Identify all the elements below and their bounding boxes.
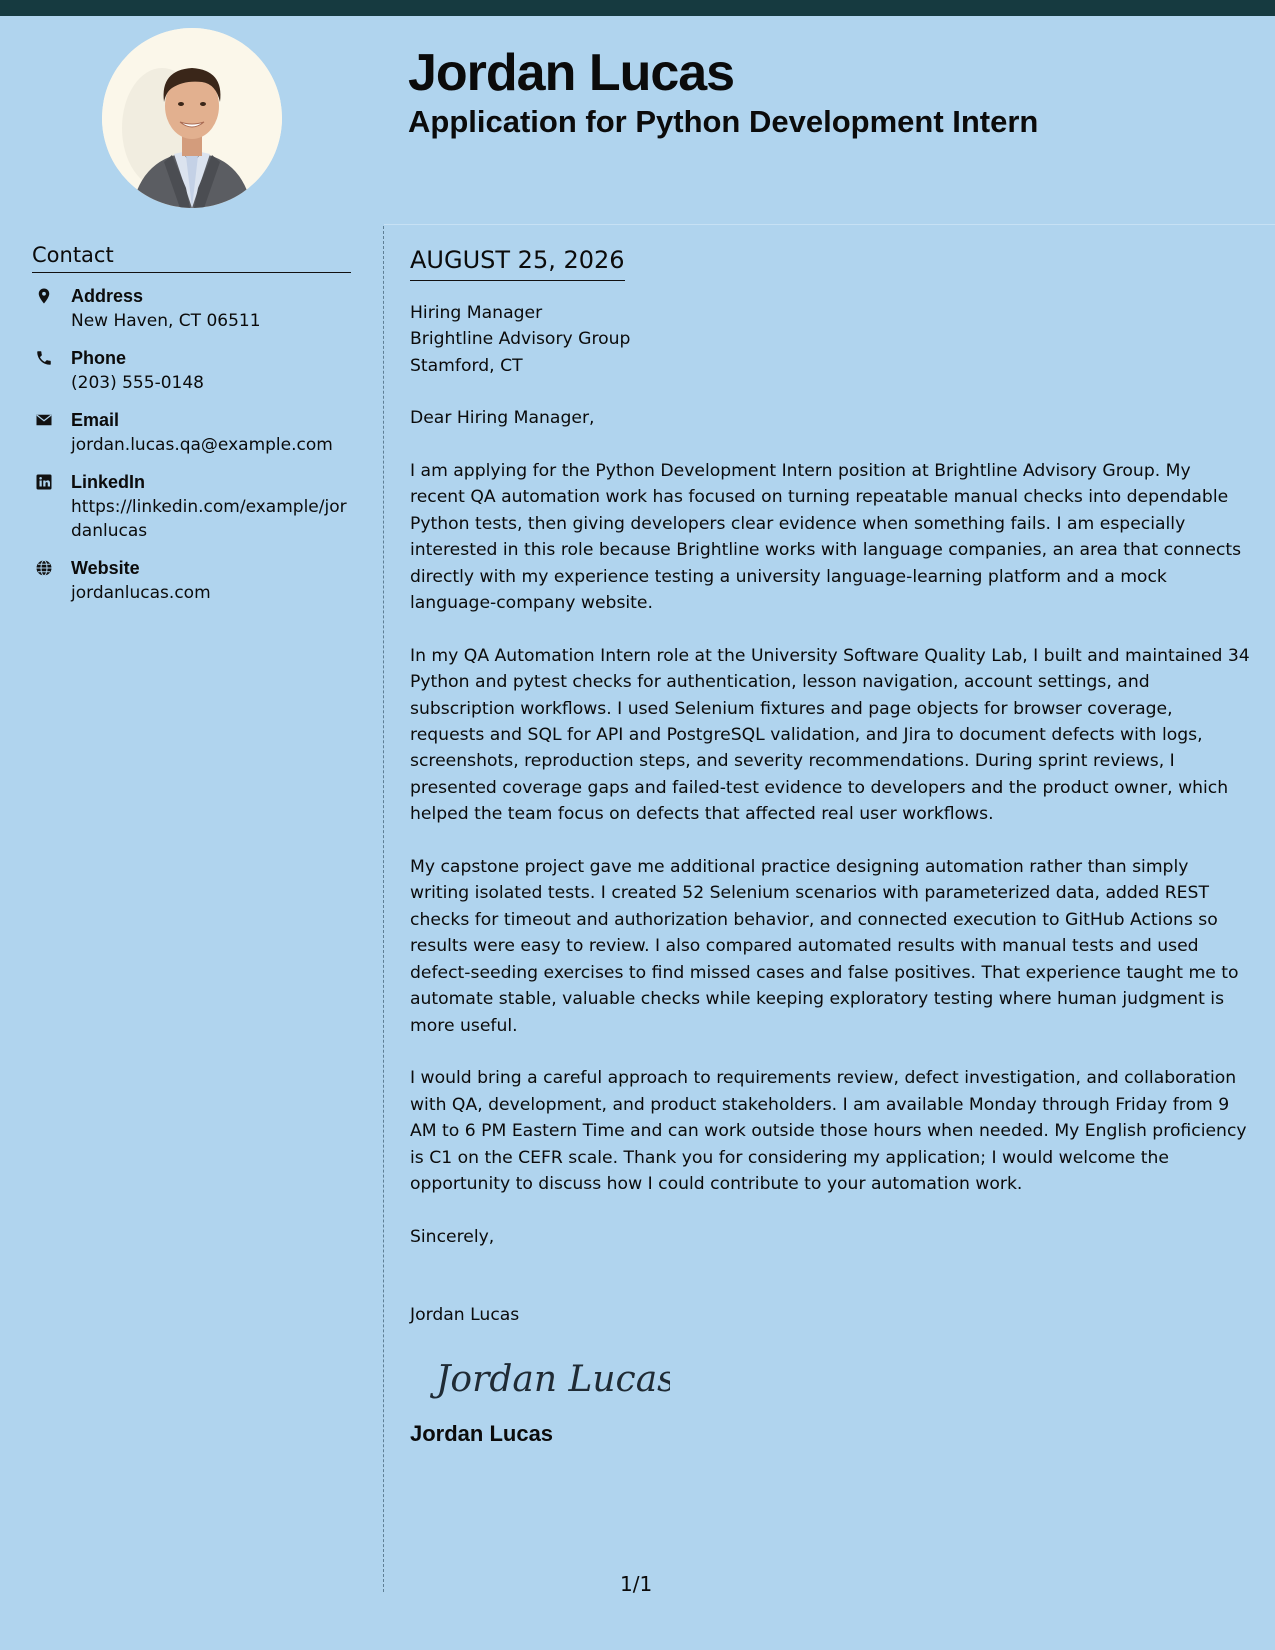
contact-label: Address [71,286,144,306]
salutation: Dear Hiring Manager, [410,408,595,429]
letter-body [410,242,1250,1449]
contact-value[interactable]: https://linkedin.com/example/jordanlucas [71,497,347,541]
contact-phone [32,346,352,395]
closing: Sincerely, [410,1226,495,1247]
profile-photo [102,28,282,208]
body-paragraph: I am applying for the Python Development Intern position at Brightline Advisory Group. My recent QA automation work has focused on turning repeatable manual checks into dependable Python tests, then giving developers clear evidence when something fails. I am especially interested in this role because Brightline works with language companies, an area that connects directly with my experience testing a university language-learning platform and a mock language-company website. [410,461,1242,614]
typed-name: Jordan Lucas [410,1305,520,1326]
recipient-block [410,300,1250,379]
contact-label: LinkedIn [71,472,146,492]
contact-value: (203) 555-0148 [71,373,204,393]
body-paragraph: In my QA Automation Intern role at the University Software Quality Lab, I built and maintained 34 Python and pytest checks for authentication, lesson navigation, account settings, and subscription workflows. I used Selenium fixtures and page objects for browser coverage, requests and SQL for API and PostgreSQL validation, and Jira to document defects with logs, screenshots, reproduction steps, and severity recommendations. During sprint reviews, I presented coverage gaps and failed-test evidence to developers and the product owner, which helped the team focus on defects that affected real user workflows. [410,645,1250,825]
contact-value[interactable]: jordan.lucas.qa@example.com [71,435,333,455]
envelope-icon [35,411,53,429]
recipient-line: Stamford, CT [410,355,523,376]
contact-value[interactable]: jordanlucas.com [71,583,211,603]
header-divider [384,224,1275,225]
contact-email [32,408,352,457]
application-title: Application for Python Development Intern [408,104,1039,139]
recipient-line: Hiring Manager [410,303,543,323]
contact-label: Phone [71,348,127,368]
map-pin-icon [35,287,53,305]
globe-icon [35,559,53,577]
contact-website [32,556,352,605]
contact-linkedin [32,470,352,543]
applicant-name: Jordan Lucas [408,44,735,102]
body-paragraph: My capstone project gave me additional practice designing automation rather than simply writing isolated tests. I created 52 Selenium scenarios with parameterized data, added REST checks for timeout and authorization behavior, and connected execution to GitHub Actions so results were easy to review. I also compared automated results with manual tests and used defect-seeding exercises to find missed cases and false positives. That experience taught me to automate stable, valuable checks while keeping exploratory testing where human judgment is more useful. [410,857,1239,1036]
contact-value: New Haven, CT 06511 [71,311,261,331]
column-divider [383,226,384,1592]
signed-name: Jordan Lucas [410,1420,554,1446]
contact-label: Email [71,410,120,430]
letter-date: AUGUST 25, 2026 [410,242,625,281]
top-accent-bar [0,0,1275,16]
contact-address [32,284,352,333]
handwritten-signature [430,1343,1250,1413]
svg-text:Jordan Lucas: Jordan Lucas [436,1358,670,1400]
contact-label: Website [71,558,140,578]
body-paragraph: I would bring a careful approach to requirements review, defect investigation, and collaboration with QA, development, and product stakeholders. I am available Monday through Friday from 9 AM to 6 PM Eastern Time and can work outside those hours when needed. My English proficiency is C1 on the CEFR scale. Thank you for considering my application; I would welcome the opportunity to discuss how I could contribute to your automation work. [410,1068,1247,1194]
page-number: 1/1 [620,1572,653,1596]
contact-heading: Contact [32,240,351,273]
phone-icon [35,349,53,367]
linkedin-icon [35,473,53,491]
contact-list [32,284,352,618]
recipient-line: Brightline Advisory Group [410,329,631,350]
